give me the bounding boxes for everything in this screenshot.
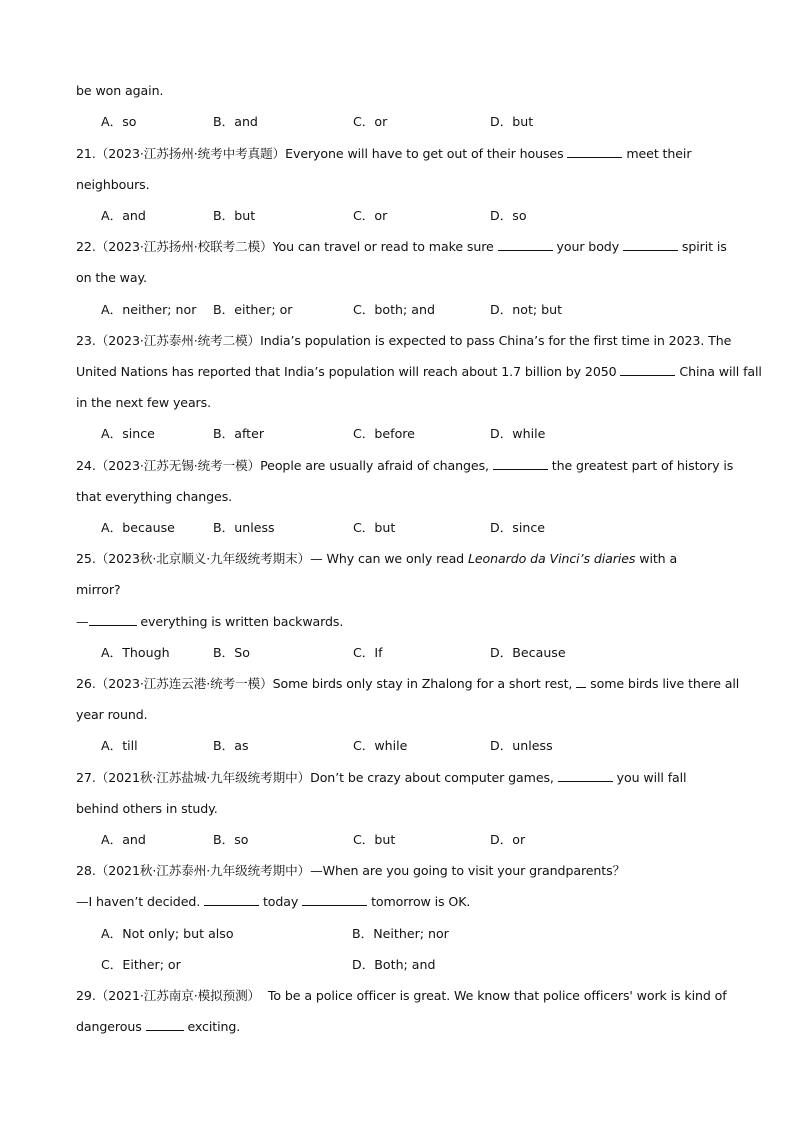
q24-option-c[interactable]: C．but bbox=[353, 520, 396, 535]
q25-option-d[interactable]: D．Because bbox=[490, 645, 566, 660]
q28-option-c[interactable]: C．Either; or bbox=[101, 957, 181, 972]
answer-blank bbox=[498, 238, 553, 251]
q24-line-1: 24.（2023·江苏无锡·统考一模）People are usually afraid of changes, the greatest part of history is bbox=[76, 458, 734, 473]
q23-option-c[interactable]: C．before bbox=[353, 426, 415, 441]
q26-option-c[interactable]: C．while bbox=[353, 738, 408, 753]
q21-option-c[interactable]: C．or bbox=[353, 208, 388, 223]
answer-blank bbox=[204, 893, 259, 906]
q27-option-a[interactable]: A．and bbox=[101, 832, 146, 847]
q25-option-c[interactable]: C．If bbox=[353, 645, 383, 660]
answer-blank bbox=[623, 238, 678, 251]
q21-option-b[interactable]: B．but bbox=[213, 208, 256, 223]
q24-option-a[interactable]: A．because bbox=[101, 520, 175, 535]
q20-option-c[interactable]: C．or bbox=[353, 114, 388, 129]
answer-blank bbox=[89, 613, 137, 626]
q25-line-3: — everything is written backwards. bbox=[76, 614, 344, 629]
q23-line-1: 23.（2023·江苏泰州·统考二模）India’s population is expected to pass China’s for the first time in 2023. The bbox=[76, 333, 732, 348]
q20-continuation: be won again. bbox=[76, 83, 164, 98]
q20-option-a[interactable]: A．so bbox=[101, 114, 137, 129]
q25-line-1: 25.（2023秋·北京顺义·九年级统考期末）— Why can we only read Leonardo da Vinci’s diaries with a bbox=[76, 551, 678, 566]
q23-option-a[interactable]: A．since bbox=[101, 426, 155, 441]
q23-option-b[interactable]: B．after bbox=[213, 426, 265, 441]
q26-option-b[interactable]: B．as bbox=[213, 738, 249, 753]
q21-line-1: 21.（2023·江苏扬州·统考中考真题）Everyone will have to get out of their houses meet their bbox=[76, 146, 692, 161]
q21-line-2: neighbours. bbox=[76, 177, 150, 192]
q22-line-2: on the way. bbox=[76, 270, 147, 285]
q25-option-a[interactable]: A．Though bbox=[101, 645, 170, 660]
q27-option-c[interactable]: C．but bbox=[353, 832, 396, 847]
q26-line-2: year round. bbox=[76, 707, 148, 722]
q20-option-b[interactable]: B．and bbox=[213, 114, 258, 129]
answer-blank bbox=[558, 769, 613, 782]
q24-option-d[interactable]: D．since bbox=[490, 520, 546, 535]
answer-blank bbox=[576, 675, 586, 688]
q21-option-a[interactable]: A．and bbox=[101, 208, 146, 223]
q26-option-a[interactable]: A．till bbox=[101, 738, 138, 753]
q26-line-1: 26.（2023·江苏连云港·统考一模）Some birds only stay in Zhalong for a short rest, some birds live there all bbox=[76, 676, 740, 691]
q25-option-b[interactable]: B．So bbox=[213, 645, 250, 660]
q28-option-d[interactable]: D．Both; and bbox=[352, 957, 436, 972]
answer-blank bbox=[620, 363, 675, 376]
q22-option-b[interactable]: B．either; or bbox=[213, 302, 293, 317]
q23-option-d[interactable]: D．while bbox=[490, 426, 546, 441]
q28-line-1: 28.（2021秋·江苏泰州·九年级统考期中）—When are you going to visit your grandparents？ bbox=[76, 863, 626, 878]
q22-line-1: 22.（2023·江苏扬州·校联考二模）You can travel or read to make sure your body spirit is bbox=[76, 239, 727, 254]
q28-option-b[interactable]: B．Neither; nor bbox=[352, 926, 449, 941]
q23-line-3: in the next few years. bbox=[76, 395, 212, 410]
q28-option-a[interactable]: A．Not only; but also bbox=[101, 926, 234, 941]
q24-option-b[interactable]: B．unless bbox=[213, 520, 275, 535]
q27-line-2: behind others in study. bbox=[76, 801, 218, 816]
q23-line-2: United Nations has reported that India’s population will reach about 1.7 billion by 2050 China will fall bbox=[76, 364, 762, 379]
answer-blank bbox=[493, 457, 548, 470]
q22-option-d[interactable]: D．not; but bbox=[490, 302, 563, 317]
q28-line-2: —I haven’t decided. today tomorrow is OK. bbox=[76, 894, 471, 909]
q24-line-2: that everything changes. bbox=[76, 489, 233, 504]
q22-option-a[interactable]: A．neither; nor bbox=[101, 302, 197, 317]
q27-line-1: 27.（2021秋·江苏盐城·九年级统考期中）Don’t be crazy about computer games, you will fall bbox=[76, 770, 687, 785]
q20-option-d[interactable]: D．but bbox=[490, 114, 534, 129]
q22-option-c[interactable]: C．both; and bbox=[353, 302, 435, 317]
answer-blank bbox=[567, 145, 622, 158]
answer-blank bbox=[146, 1018, 184, 1031]
q26-option-d[interactable]: D．unless bbox=[490, 738, 553, 753]
q25-line-2: mirror? bbox=[76, 582, 121, 597]
answer-blank bbox=[302, 893, 367, 906]
q29-line-2: dangerous exciting. bbox=[76, 1019, 241, 1034]
q29-line-1: 29.（2021·江苏南京·模拟预测） To be a police officer is great. We know that police officers' work is kind of bbox=[76, 988, 727, 1003]
q27-option-b[interactable]: B．so bbox=[213, 832, 249, 847]
q27-option-d[interactable]: D．or bbox=[490, 832, 526, 847]
q21-option-d[interactable]: D．so bbox=[490, 208, 527, 223]
